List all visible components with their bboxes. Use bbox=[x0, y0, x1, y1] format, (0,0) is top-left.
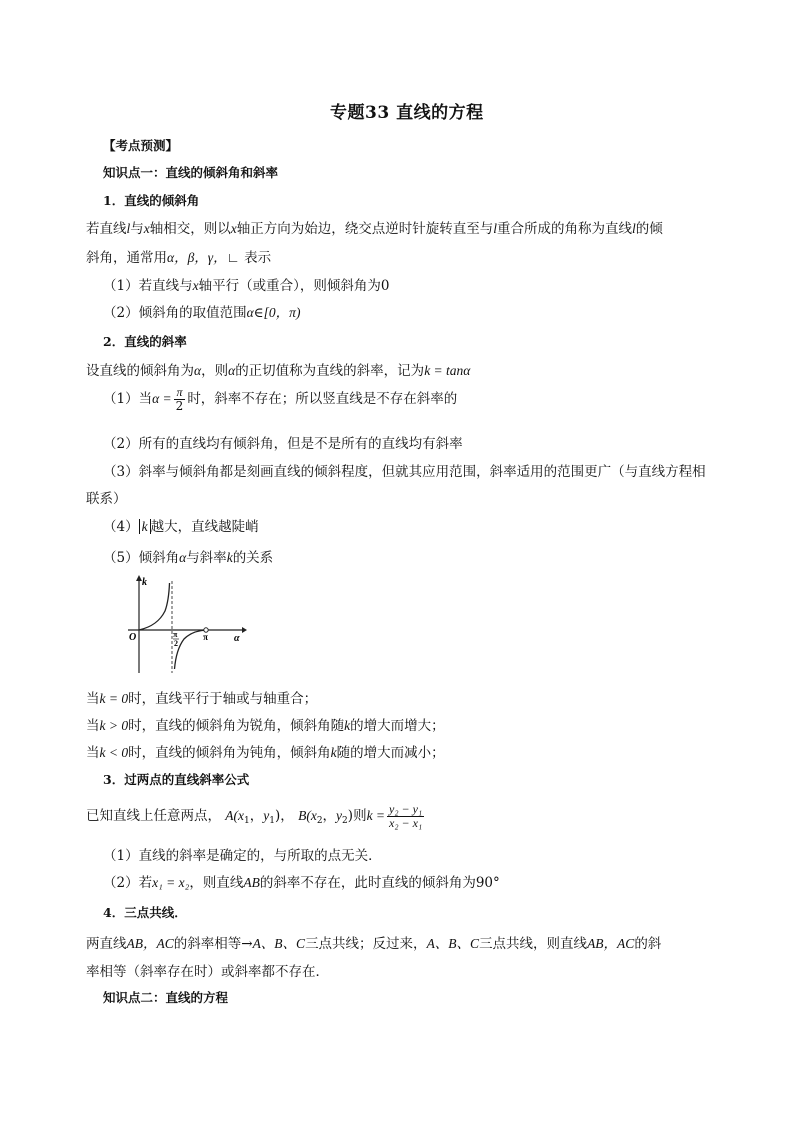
subsection-3-heading: 3．过两点的直线斜率公式 bbox=[103, 772, 250, 787]
slope-item-4: （4） k 越大，直线越陡峭 bbox=[103, 519, 259, 535]
collinear-line2: 率相等（斜率存在时）或斜率都不存在． bbox=[86, 964, 329, 980]
subsection-4-heading: 4．三点共线． bbox=[103, 905, 187, 920]
slope-definition: 设直线的倾斜角为α，则α的正切值称为直线的斜率，记为k = tanα bbox=[86, 363, 471, 379]
tick-pi-label: π bbox=[203, 632, 208, 642]
two-point-item-2: （2）若x₁ = x₂，则直线AB的斜率不存在，此时直线的倾斜角为90° bbox=[103, 875, 500, 891]
inclination-item-1: （1）若直线与x轴平行（或重合），则倾斜角为0 bbox=[103, 278, 390, 294]
section-tag: 【考点预测】 bbox=[103, 138, 179, 153]
case-k-positive: 当k > 0时，直线的倾斜角为锐角，倾斜角随k的增大而增大； bbox=[86, 718, 445, 734]
slope-item-2: （2）所有的直线均有倾斜角，但是不是所有的直线均有斜率 bbox=[103, 436, 463, 452]
paragraph-inclination-line2: 斜角，通常用α，β，γ，∟ 表示 bbox=[86, 250, 272, 266]
inclination-slope-graph bbox=[126, 573, 248, 675]
slope-item-5: （5）倾斜角α与斜率k的关系 bbox=[103, 550, 274, 566]
tick-pi-half-num: π bbox=[173, 630, 178, 639]
subsection-2-heading: 2．直线的斜率 bbox=[103, 334, 187, 349]
tick-pi-half-den: 2 bbox=[174, 639, 178, 648]
knowledge-point-1-heading: 知识点一：直线的倾斜角和斜率 bbox=[103, 165, 279, 180]
paragraph-inclination-line1: 若直线l与x轴相交，则以x轴正方向为始边，绕交点逆时针旋转直至与l重合所成的角称为直线l的倾 bbox=[86, 221, 663, 237]
alpha-axis-arrow bbox=[242, 627, 247, 633]
two-point-item-1: （1）直线的斜率是确定的，与所取的点无关． bbox=[103, 848, 382, 864]
slope-item-1: （1）当α = $\frac{\pi}{2}$ 时，斜率不存在；所以竖直线是不存在斜率的 bbox=[103, 385, 458, 414]
case-k-negative: 当k < 0时，直线的倾斜角为钝角，倾斜角k随的增大而减小； bbox=[86, 745, 445, 761]
slope-fraction: $\frac{\text{y₂ − y₁}}{\text{x₂ − x₁}}$ bbox=[389, 802, 423, 831]
subsection-1-heading: 1．直线的倾斜角 bbox=[103, 193, 200, 208]
page-title: 专题33 直线的方程 bbox=[330, 103, 484, 123]
slope-item-3-line2: 联系） bbox=[86, 491, 127, 507]
two-point-formula: 已知直线上任意两点， $A(x_1$，$y_1$)， $B(x_2$，$y_2$)则k = $\frac{\text{y₂ − y₁}}{\text{x₂ − x₁}}$ bbox=[86, 802, 423, 831]
inclination-item-2: （2）倾斜角的取值范围α∈[0，π) bbox=[103, 305, 301, 321]
curve-positive-branch bbox=[139, 583, 170, 630]
k-axis-label: k bbox=[142, 577, 147, 588]
curve-negative-branch bbox=[175, 630, 207, 669]
origin-label: O bbox=[129, 632, 137, 643]
slope-item-3-line1: （3）斜率与倾斜角都是刻画直线的倾斜程度，但就其应用范围，斜率适用的范围更广（与直线方程相 bbox=[103, 464, 706, 480]
collinear-line1: 两直线AB，AC的斜率相等→A、B、C三点共线；反过来，A、B、C三点共线，则直线AB，AC的斜 bbox=[86, 936, 662, 952]
case-k-zero: 当k = 0时，直线平行于轴或与轴重合； bbox=[86, 691, 318, 707]
knowledge-point-2-heading: 知识点二：直线的方程 bbox=[103, 990, 229, 1005]
alpha-axis-label: α bbox=[234, 633, 240, 644]
pi-over-two-fraction: $\frac{\pi}{2}$ bbox=[175, 385, 184, 414]
